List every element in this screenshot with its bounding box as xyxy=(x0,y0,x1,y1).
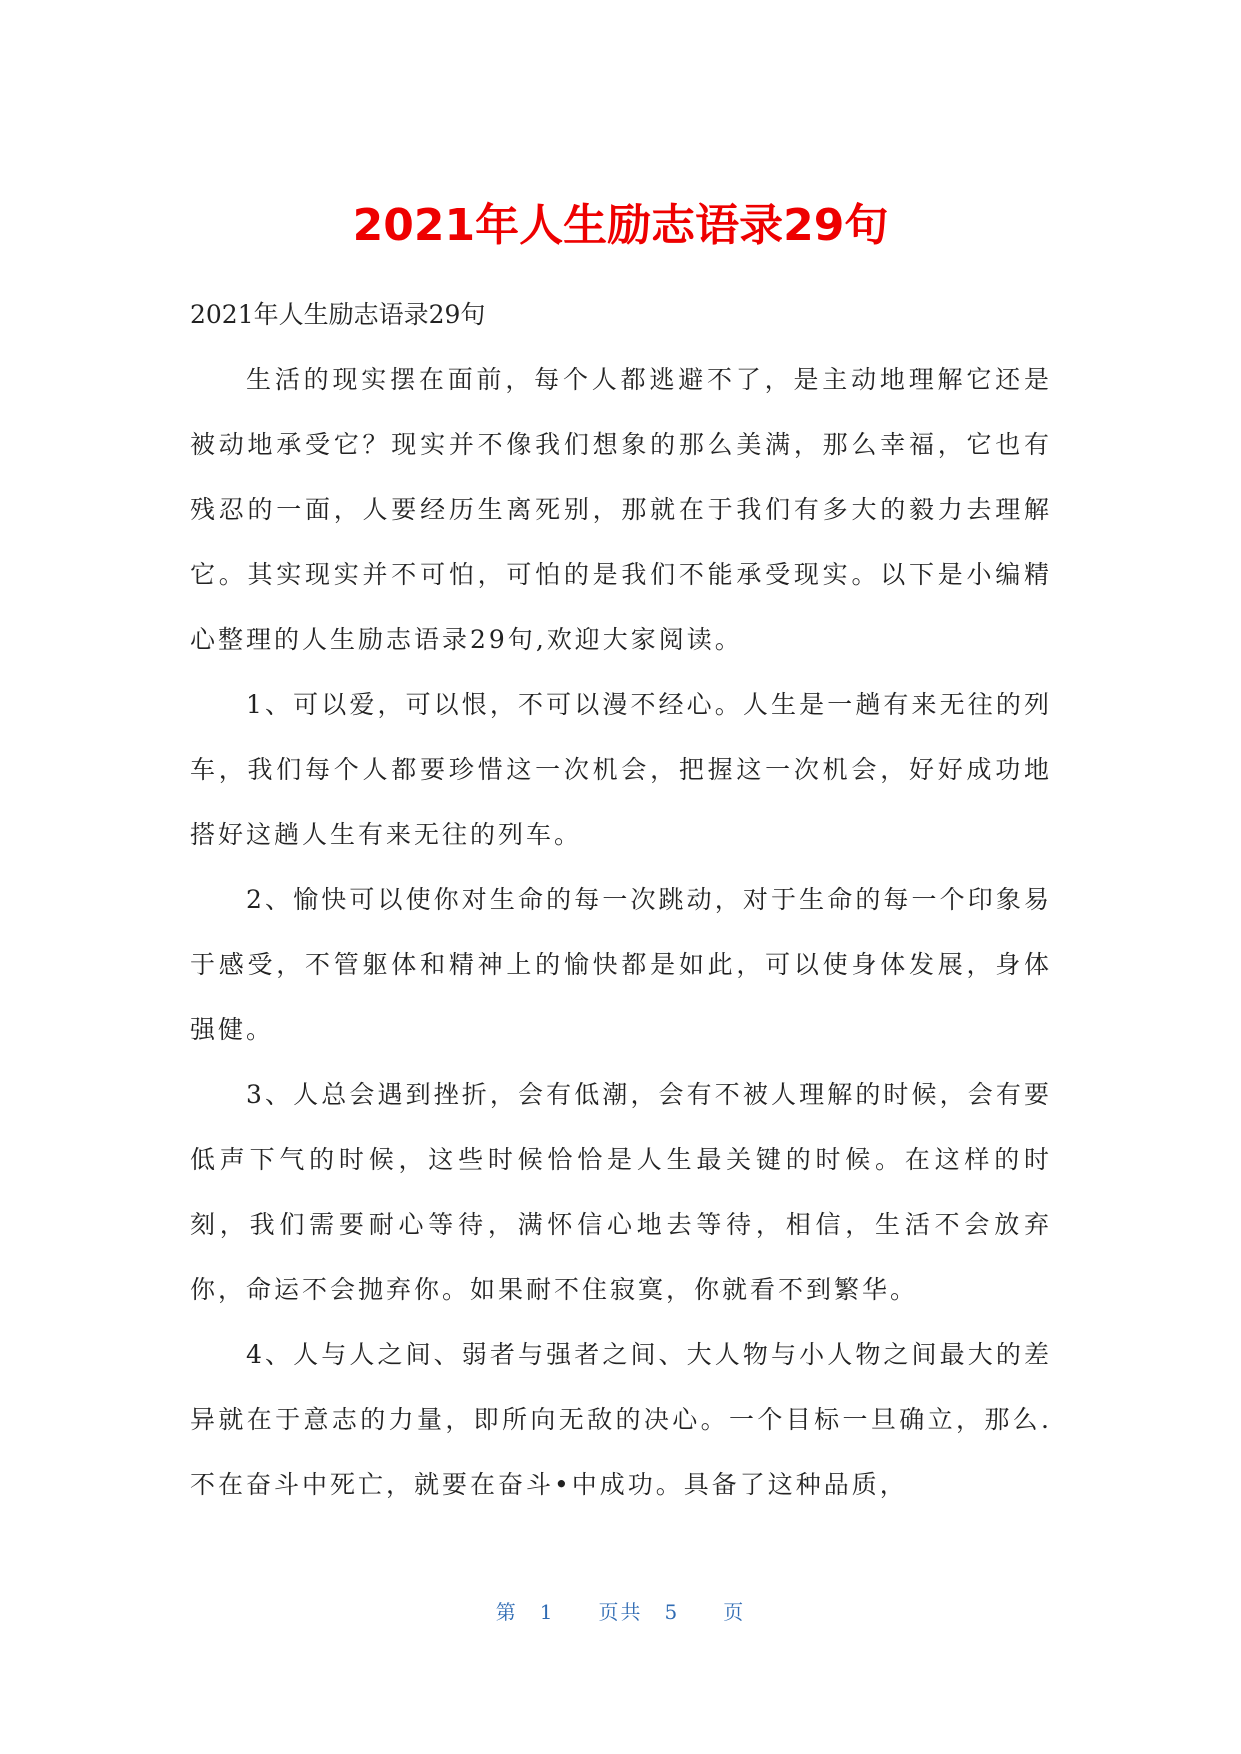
document-body xyxy=(190,282,1052,1517)
paragraph-quote-2: 2、愉快可以使你对生命的每一次跳动，对于生命的每一个印象易于感受，不管躯体和精神上的愉快都是如此，可以使身体发展，身体强健。 xyxy=(190,885,1052,1044)
document-title: 2021年人生励志语录29句 xyxy=(352,200,889,251)
paragraph-quote-3: 3、人总会遇到挫折，会有低潮，会有不被人理解的时候，会有要低声下气的时候，这些时候恰恰是人生最关键的时候。在这样的时刻，我们需要耐心等待，满怀信心地去等待，相信，生活不会放弃你，命运不会抛弃你。如果耐不住寂寞，你就看不到繁华。 xyxy=(190,1080,1052,1304)
page-footer-number: 第 1 页共 5 页 xyxy=(495,1600,746,1624)
paragraph-quote-1: 1、可以爱，可以恨，不可以漫不经心。人生是一趟有来无往的列车，我们每个人都要珍惜这一次机会，把握这一次机会，好好成功地搭好这趟人生有来无往的列车。 xyxy=(190,690,1052,849)
paragraph-intro: 生活的现实摆在面前，每个人都逃避不了，是主动地理解它还是被动地承受它？现实并不像我们想象的那么美满，那么幸福，它也有残忍的一面，人要经历生离死别，那就在于我们有多大的毅力去理解它。其实现实并不可怕，可怕的是我们不能承受现实。以下是小编精心整理的人生励志语录29句,欢迎大家阅读。 xyxy=(190,365,1052,654)
document-subtitle: 2021年人生励志语录29句 xyxy=(190,300,486,329)
paragraph-quote-4: 4、人与人之间、弱者与强者之间、大人物与小人物之间最大的差异就在于意志的力量，即所向无敌的决心。一个目标一旦确立，那么.不在奋斗中死亡，就要在奋斗•中成功。具备了这种品质， xyxy=(190,1340,1052,1499)
